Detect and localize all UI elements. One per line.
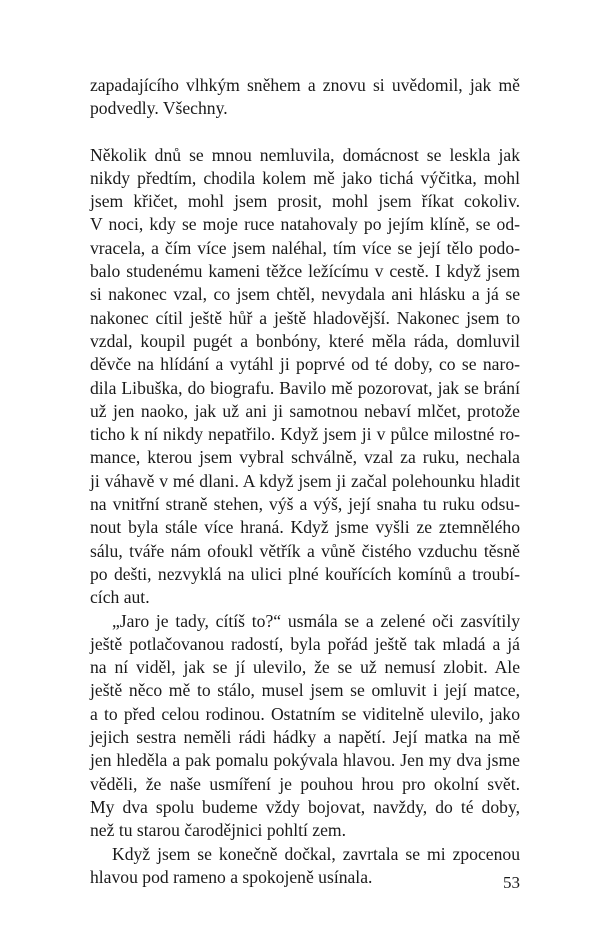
paragraph-gap (90, 121, 520, 144)
text-line: podvedly. Všechny. (90, 98, 228, 119)
text-line: ticho k ní nikdy nepatřilo. Když jsem ji v půlce milostné ro- (90, 424, 520, 445)
text-line: na vnitřní straně stehen, výš a výš, její snaha tu ruku odsu- (90, 494, 520, 515)
text-line: hlavou pod rameno a spokojeně usínala. (90, 866, 373, 887)
text-line: jen hleděla a pak pomalu pokývala hlavou. Jen my dva jsme (90, 750, 520, 771)
page-number: 53 (503, 873, 520, 892)
text-line: věděli, že naše usmíření je pouhou hrou pro okolní svět. (90, 773, 520, 794)
text-line: než tu starou čarodějnici pohltí zem. (90, 820, 346, 841)
text-line: ještě potlačovanou radostí, byla pořád ještě tak mladá a já (90, 633, 520, 654)
text-line: a to před celou rodinou. Ostatním se viditelně ulevilo, jako (90, 703, 520, 724)
paragraph-1 (90, 74, 520, 121)
paragraph-4 (90, 843, 520, 890)
page-body (90, 74, 520, 889)
text-line: nakonec cítil ještě hůř a ještě hladovější. Nakonec jsem to (90, 307, 520, 328)
text-line: si nakonec vzal, co jsem chtěl, nevydala ani hlásku a já se (90, 284, 520, 305)
text-line: mance, kterou jsem vybral schválně, vzal za ruku, nechala (90, 447, 520, 468)
text-line: cích aut. (90, 587, 150, 608)
text-line: ji váhavě v mé dlani. A když jsem ji začal polehounku hladit (90, 470, 520, 491)
paragraph-2 (90, 144, 520, 610)
text-line: na ní viděl, jak se jí ulevilo, že se už nemusí zlobit. Ale (90, 657, 520, 678)
text-line: děvče na hlídání a vytáhl ji poprvé od té doby, co se naro- (90, 354, 520, 375)
text-line: zapadajícího vlhkým sněhem a znovu si uvědomil, jak mě (90, 75, 520, 95)
text-line: Několik dnů se mnou nemluvila, domácnost se leskla jak (90, 144, 520, 165)
text-line: už jen naoko, jak už ani ji samotnou nebaví mlčet, protože (90, 400, 520, 421)
text-line: ještě něco mě to stálo, musel jsem se omluvit i její matce, (90, 680, 520, 701)
text-line: V noci, kdy se moje ruce natahovaly po jejím klíně, se od- (90, 214, 520, 235)
text-line: nikdy předtím, chodila kolem mě jako tichá výčitka, mohl (90, 167, 520, 188)
text-line: „Jaro je tady, cítíš to?“ usmála se a zelené oči zasvítily (112, 610, 520, 631)
text-line: nout byla stále více hraná. Když jsme vyšli ze ztemnělého (90, 517, 520, 538)
text-line: vzdal, koupil pugét a bonbóny, které měla ráda, domluvil (90, 330, 520, 351)
text-line: vracela, a čím více jsem naléhal, tím více se její tělo podo- (90, 237, 520, 258)
text-line: dila Libuška, do biografu. Bavilo mě pozorovat, jak se brání (90, 377, 520, 398)
text-line: po dešti, nezvyklá na ulici plné kouřících komínů a troubí- (90, 563, 520, 584)
text-line: Když jsem se konečně dočkal, zavrtala se mi zpocenou (112, 843, 520, 864)
text-line: jsem křičet, mohl jsem prosit, mohl jsem říkat cokoliv. (90, 191, 520, 212)
text-line: balo studenému kameni těžce ležícímu v cestě. I když jsem (90, 261, 520, 282)
paragraph-3 (90, 610, 520, 843)
text-line: jejich sestra neměli rádi hádky a napětí. Její matka na mě (90, 727, 520, 748)
text-line: sálu, tváře nám ofoukl větřík a vůně čistého vzduchu těsně (90, 540, 520, 561)
text-line: My dva spolu budeme vždy bojovat, navždy, do té doby, (90, 796, 520, 817)
